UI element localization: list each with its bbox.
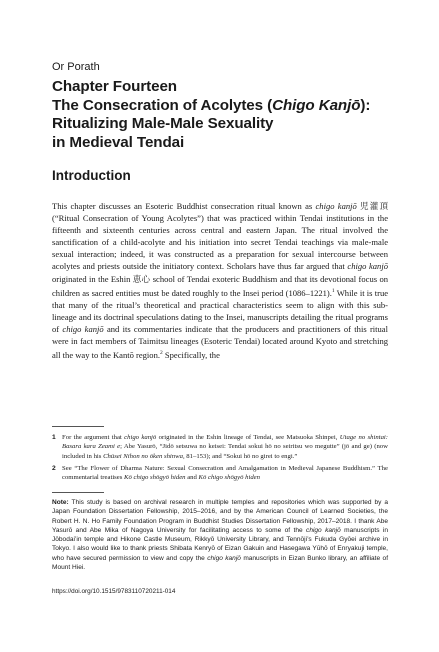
footnote-ref-1[interactable]: 1: [331, 287, 335, 294]
chapter-title: [52, 78, 412, 152]
footnote-1: 1 For the argument that chigo kanjō originated in the Eshin lineage of Tendai, see Matsuoka Shinpei, Utage no shintai: Basara kara Zeami e; Abe Yasurō, “Jidō setsuwa no keisei: Tendai sokui hō no seiritsu wo megutte” (jō and ge) (now included in his Chūsei Nihon no ōken shinwa, 81–153); and “Sokui hō no girei to engi.”: [52, 434, 388, 460]
note-divider: [52, 492, 104, 493]
section-heading: Introduction: [52, 168, 131, 183]
title-term: Chigo Kanjō: [272, 96, 361, 114]
doi-link[interactable]: https://doi.org/10.1515/9783110720211-014: [52, 588, 176, 595]
body-paragraph: This chapter discusses an Esoteric Buddhist consecration ritual known as chigo kanjō 児灌頂 (“Ritual Consecration of Young Acolytes”) that was practiced within Tendai institutions in the fifteenth and sixteenth centuries across central and eastern Japan. The ritual involved the sanctification of a child-acolyte and his initiation into secret Tendai teachings via male-male sexual interaction; indeed, it was constructed as a preparation for sexual intercourse between acolytes and priests outside the initiatory context. Scholars have thus far argued that chigo kanjō originated in the Eshin 恵心 school of Tendai exoteric Buddhism and that its devotional focus on children as sacred entities must be dated roughly to the Insei period (1086–1221).$^1$ While it is true that many of the ritual’s theoretical and practical characteristics seem to align with this sub-lineage and its doctrinal speculations dating to the Insei, manuscripts detailing the ritual programs of chigo kanjō and its commentaries indicate that the producers and practitioners of this ritual were in fact members of Taimitsu lineages (Esoteric Tendai) located around Kyoto and stretching all the way to the Kantō region.$^2$ Specifically, the: [52, 201, 389, 360]
footnote-divider: [52, 426, 104, 427]
note-label: Note:: [52, 499, 69, 506]
chapter-number: Chapter Fourteen: [52, 78, 177, 95]
title-line-4: in Medieval Tendai: [52, 133, 185, 151]
author-name: Or Porath: [52, 61, 100, 73]
title-line-2: The Consecration of Acolytes (Chigo Kanjō):: [52, 96, 371, 114]
title-line-3: Ritualizing Male-Male Sexuality: [52, 115, 274, 132]
acknowledgement-note: Note: This study is based on archival research in multiple temples and repositories which was supported by a Japan Foundation Dissertation Fellowship, 2015–2016, and by the American Council of Learned Societies, the Robert H. N. Ho Family Foundation Program in Buddhist Studies Dissertation Fellowship, 2017–2018. I thank Abe Yasurō and Abe Mika of Nagoya University for facilitating access to some of the chigo kanjō manuscripts in Jōbodai’in temple and Hikone Castle Museum, Rikkyō University Library, and Tennōji’s Fukuda Gyōei archive in Tokyo. I also would like to thank priests Shibata Kenryō of Eizan Gakuin and Hasegawa Yūhō of Enryakuji temple, who have secured permission to view and copy the chigo kanjō manuscripts in Eizan Bunko library, an affiliate of Mount Hiei.: [52, 499, 389, 572]
footnote-ref-2[interactable]: 2: [160, 349, 163, 356]
footnotes: [52, 433, 388, 485]
footnote-2: 2 See “The Flower of Dharma Nature: Sexual Consecration and Amalgamation in Medieval Japanese Buddhism.” The commentarial treatises Kō chigo shōgyō hiden and Kō chigo shōgyō hiden: [52, 464, 388, 482]
